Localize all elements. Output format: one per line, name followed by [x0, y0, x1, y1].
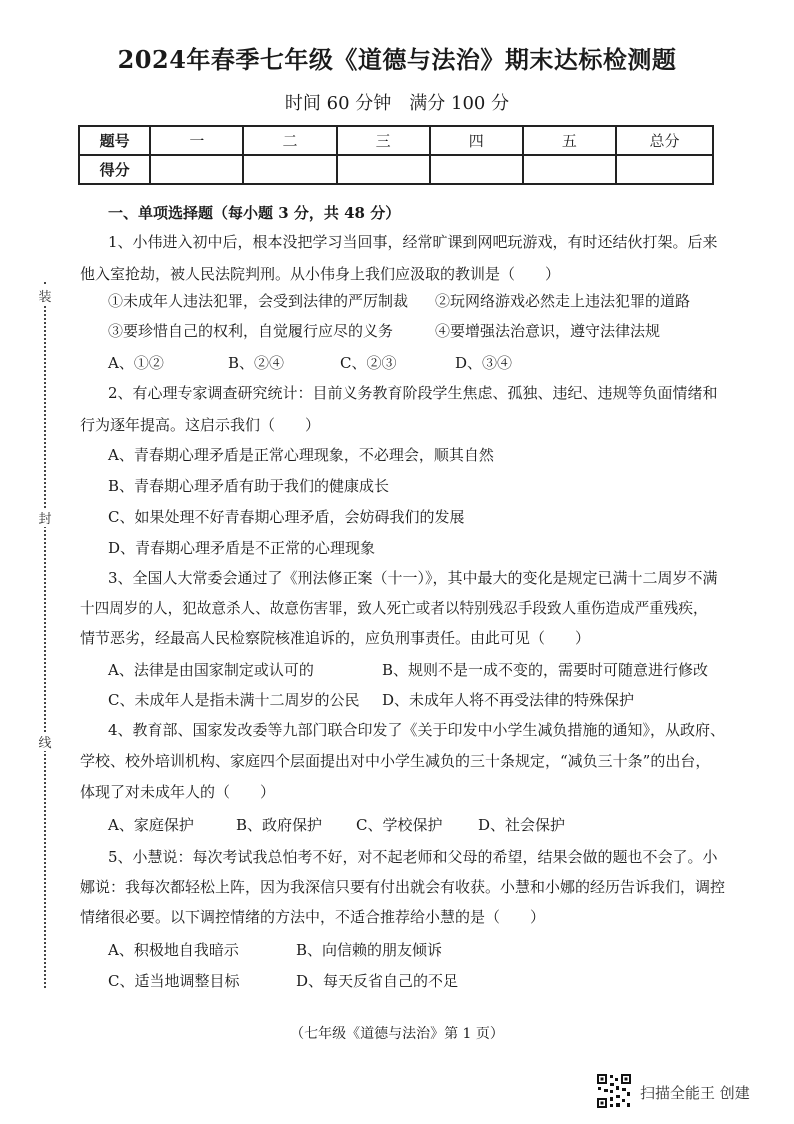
question-1-statement: ①未成年人违法犯罪，会受到法律的严厉制裁 — [108, 292, 409, 310]
score-cell-blank[interactable] — [523, 155, 616, 184]
score-cell-blank[interactable] — [150, 155, 243, 184]
question-3-stem-line-2: 十四周岁的人，犯故意杀人、故意伤害罪，致人死亡或者以特别残忍手段致人重伤造成严重残疾， — [80, 600, 708, 617]
question-4-stem-line-3: 体现了对未成年人的（ ） — [80, 783, 276, 801]
binding-mark-top: 装 — [36, 286, 54, 305]
qr-code-icon — [596, 1073, 632, 1109]
question-5-option-d[interactable]: D、每天反省自己的不足 — [296, 972, 459, 990]
question-3-stem-line-1: 3、全国人大常委会通过了《刑法修正案（十一）》，其中最大的变化是规定已满十二周岁不满 — [108, 569, 718, 587]
exam-time-score: 时间 60 分钟 满分 100 分 — [284, 93, 510, 114]
score-cell: 二 — [243, 126, 336, 155]
scanner-watermark: 扫描全能王 创建 — [640, 1084, 750, 1102]
binding-line — [44, 282, 46, 988]
question-1-statement: ②玩网络游戏必然走上违法犯罪的道路 — [435, 292, 691, 310]
question-4-option-b[interactable]: B、政府保护 — [236, 816, 323, 834]
question-4-option-a[interactable]: A、家庭保护 — [108, 816, 194, 834]
score-cell: 三 — [337, 126, 430, 155]
question-1-option-c[interactable]: C、②③ — [340, 354, 397, 372]
question-1-option-d[interactable]: D、③④ — [455, 354, 513, 372]
question-2-option-a[interactable]: A、青春期心理矛盾是正常心理现象，不必理会，顺其自然 — [108, 446, 494, 464]
score-cell: 得分 — [79, 155, 150, 184]
score-table-row-score — [79, 155, 713, 184]
score-cell-blank[interactable] — [616, 155, 713, 184]
question-5-option-a[interactable]: A、积极地自我暗示 — [108, 941, 239, 959]
question-4-option-c[interactable]: C、学校保护 — [356, 816, 443, 834]
score-cell: 题号 — [79, 126, 150, 155]
question-2-option-c[interactable]: C、如果处理不好青春期心理矛盾，会妨碍我们的发展 — [108, 508, 465, 526]
question-2-stem-line-2: 行为逐年提高。这启示我们（ ） — [80, 416, 321, 434]
question-2-option-b[interactable]: B、青春期心理矛盾有助于我们的健康成长 — [108, 477, 390, 495]
question-1-option-b[interactable]: B、②④ — [228, 354, 285, 372]
section-heading: 一、单项选择题（每小题 3 分，共 48 分） — [108, 204, 401, 222]
binding-mark-middle: 封 — [36, 508, 54, 527]
score-table — [78, 125, 714, 185]
question-5-stem-line-1: 5、小慧说：每次考试我总怕考不好，对不起老师和父母的希望，结果会做的题也不会了。小 — [108, 848, 718, 866]
score-cell-blank[interactable] — [243, 155, 336, 184]
page-footer: （七年级《道德与法治》第 1 页） — [290, 1026, 504, 1042]
question-5-stem-line-3: 情绪很必要。以下调控情绪的方法中，不适合推荐给小慧的是（ ） — [80, 908, 546, 926]
question-3-stem-line-3: 情节恶劣，经最高人民检察院核准追诉的，应负刑事责任。由此可见（ ） — [80, 629, 591, 647]
question-3-option-a[interactable]: A、法律是由国家制定或认可的 — [108, 661, 314, 679]
score-cell-blank[interactable] — [337, 155, 430, 184]
question-5-option-c[interactable]: C、适当地调整目标 — [108, 972, 240, 990]
question-5-stem-line-2: 娜说：我每次都轻松上阵，因为我深信只要有付出就会有收获。小慧和小娜的经历告诉我们，调控 — [80, 878, 726, 896]
question-3-option-c[interactable]: C、未成年人是指未满十二周岁的公民 — [108, 691, 360, 709]
page-title: 2024年春季七年级《道德与法治》期末达标检测题 — [117, 45, 677, 74]
question-4-stem-line-1: 4、教育部、国家发改委等九部门联合印发了《关于印发中小学生减负措施的通知》，从政府、 — [108, 721, 726, 739]
score-cell: 总分 — [616, 126, 713, 155]
question-4-option-d[interactable]: D、社会保护 — [478, 816, 566, 834]
question-1-stem-line-2: 他入室抢劫，被人民法院判刑。从小伟身上我们应汲取的教训是（ ） — [80, 265, 561, 283]
score-cell: 一 — [150, 126, 243, 155]
question-3-option-b[interactable]: B、规则不是一成不变的，需要时可随意进行修改 — [382, 661, 709, 679]
score-cell-blank[interactable] — [430, 155, 523, 184]
binding-mark-bottom: 线 — [36, 732, 54, 751]
question-1-statement: ④要增强法治意识，遵守法律法规 — [435, 322, 661, 340]
score-cell: 五 — [523, 126, 616, 155]
question-1-option-a[interactable]: A、①② — [108, 354, 164, 372]
question-5-option-b[interactable]: B、向信赖的朋友倾诉 — [296, 941, 443, 959]
score-table-row-header — [79, 126, 713, 155]
question-1-statement: ③要珍惜自己的权利，自觉履行应尽的义务 — [108, 322, 394, 340]
question-4-stem-line-2: 学校、校外培训机构、家庭四个层面提出对中小学生减负的三十条规定，“减负三十条”的出台， — [80, 752, 711, 770]
question-3-option-d[interactable]: D、未成年人将不再受法律的特殊保护 — [382, 691, 635, 709]
question-1-stem-line-1: 1、小伟进入初中后，根本没把学习当回事，经常旷课到网吧玩游戏，有时还结伙打架。后来 — [108, 233, 718, 251]
question-2-option-d[interactable]: D、青春期心理矛盾是不正常的心理现象 — [108, 539, 376, 557]
question-2-stem-line-1: 2、有心理专家调查研究统计：目前义务教育阶段学生焦虑、孤独、违纪、违规等负面情绪和 — [108, 384, 718, 402]
score-cell: 四 — [430, 126, 523, 155]
